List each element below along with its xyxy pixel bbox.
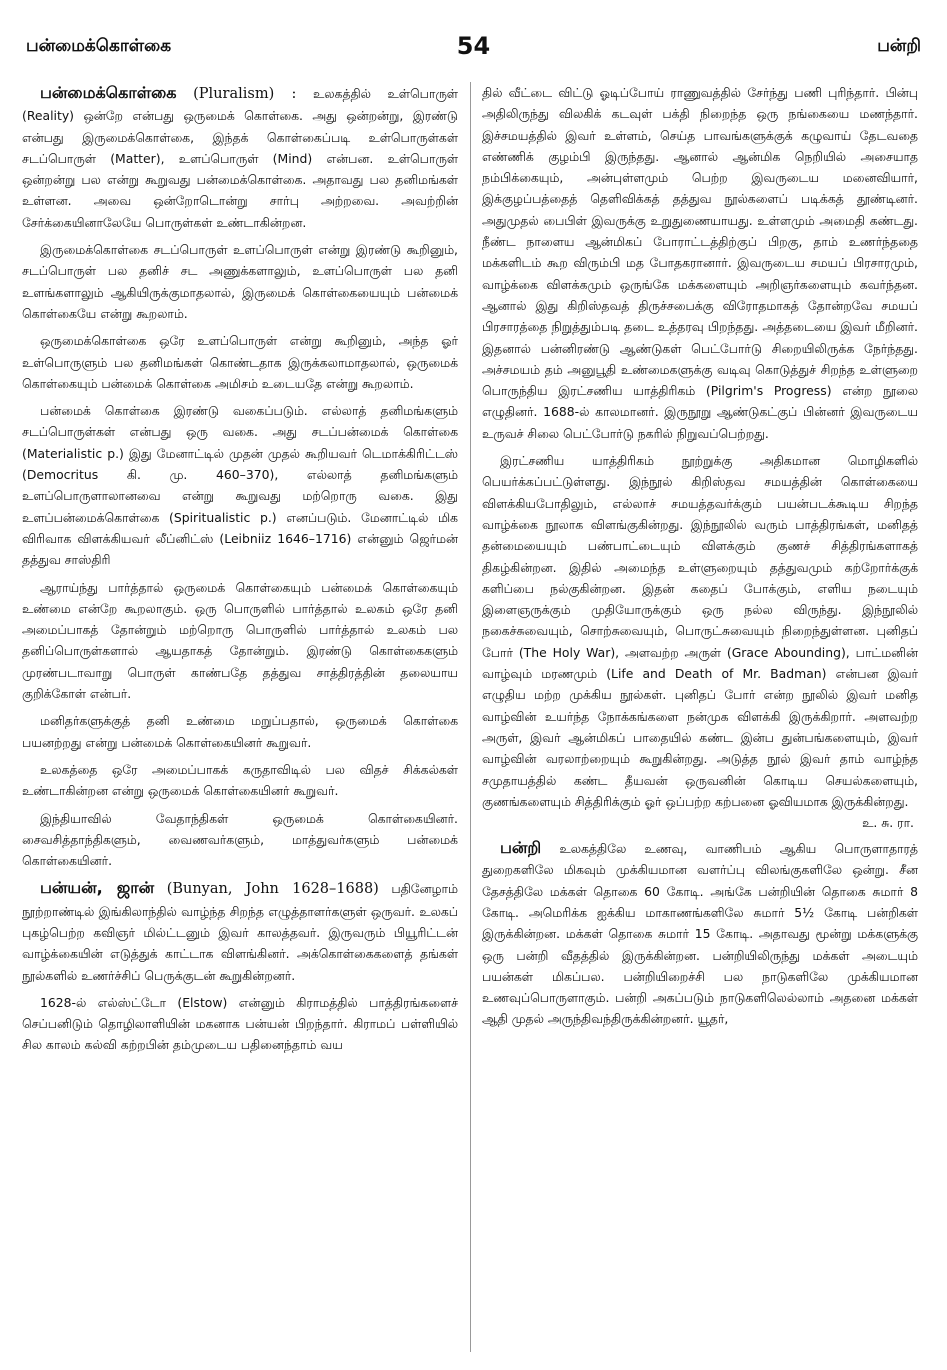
paragraph-text: உலகத்திலே உணவு, வாணிபம் ஆகிய பொருளாதாரத் துறைகளிலே மிகவும் முக்கியமான வளர்ப்பு விலங்குகளிலே ஒன்று. சீன தேசத்திலே மக்கள் தொகை 60 கோடி. அங்கே பன்றியின் தொகை சுமார் 8 கோடி. அமெரிக்க ஐக்கிய மாகாணங்களிலே சுமார் 5½ கோடி பன்றிகள் இருக்கின்றன. மக்கள் தொகை சுமார் 15 கோடி. அதாவது மூன்று மக்களுக்கு ஒரு பன்றி வீதத்தில் இருக்கின்றன. பன்றியிலிருந்து மக்கள் அடையும் பயன்கள் மிகப்பல. பன்றியிறைச்சி பல நாடுகளிலே முக்கியமான உணவுப்பொருளாகும். பன்றி அகப்படும் நாடுகளிலெல்லாம் அதனை மக்கள் ஆதி முதல் அருந்திவந்திருக்கின்றனர். யூதர், [482,841,918,1027]
author-initials: உ. சு. ரா. [862,815,914,831]
page-header [26,32,921,64]
column-divider [470,82,471,1352]
entry-headword: பன்யன், ஜான் [40,878,155,898]
paragraph-text: பதினேழாம் நூற்றாண்டில் இங்கிலாந்தில் வாழ்ந்த சிறந்த எழுத்தாளர்களுள் ஒருவர். உலகப் புகழ்பெற்ற கவிஞர் மில்ட்டனும் இவர் காலத்தவர். இருவரும் பியூரிட்டன் வாழ்க்கையின் எடுத்துக் காட்டாக விளங்கினர். அக்கொள்கைகளைத் தங்கள் நூல்களில் உணர்ச்சிப் பெருக்குடன் கூறுகின்றனர். [22,881,458,983]
entry-pluralism [22,82,458,233]
paragraph: இரட்சணிய யாத்திரிகம் நூற்றுக்கு அதிகமான மொழிகளில் பெயர்க்கப்பட்டுள்ளது. இந்நூல் கிறிஸ்தவ சமயத்தின் கொள்கையை விளக்கியபோதிலும், எல்லாச் சமயத்தவர்க்கும் பயன்படக்கூடிய சிறந்த வாழ்க்கை நூலாக விளங்குகின்றது. இந்நூலில் வரும் பாத்திரங்கள், மனிதத் தன்மையையும் பண்பாட்டையும் விளக்கும் குணச் சித்திரங்களாகத் திகழ்கின்றன. இதில் அமைந்த உள்ளுறையும் தத்துவமும் கற்றோர்க்குக் களிப்பை நல்குகின்றன. இதன் கதைப் போக்கும், எளிய நடையும் இளைஞருக்கும் முதியோருக்கும் ஒரு நல்ல விருந்து. இந்நூலில் நகைச்சுவையும், சொற்சுவையும், பொருட்சுவையும் நிறைந்துள்ளன. புனிதப் போர் (The Holy War), அளவற்ற அருள் (Grace Abounding), பாட்மனின் வாழ்வும் மரணமும் (Life and Death of Mr. Badman) என்பன இவர் எழுதிய மற்ற முக்கிய நூல்கள். புனிதப் போர் என்ற நூலில் இவர் மனித வாழ்வின் உயர்ந்த நோக்கங்களை நன்முக விளக்கி இருக்கிறார். அளவற்ற அருள், இவர் ஆன்மிகப் பாதையில் கண்ட இன்ப துன்பங்களையும், இவர் வாழ்வின் வரலாற்றையும் கூறுகின்றது. அடுத்த நூல் இவர் தாம் வாழ்ந்த சமுதாயத்தில் கண்ட தீயவன் ஒருவனின் கொடிய செயல்களையும், குணங்களையும் சித்திரிக்கும் ஓர் ஒப்பற்ற கற்பனை ஓவியமாக இருக்கின்றது. [482,453,918,809]
paragraph: உலகத்தை ஒரே அமைப்பாகக் கருதாவிடில் பல விதச் சிக்கல்கள் உண்டாகின்றன என்று ஒருமைக் கொள்கையினர் கூறுவர். [22,761,458,799]
article-columns [22,82,925,1362]
entry-bunyan [22,877,458,985]
right-column [482,82,918,1362]
paragraph: 1628-ல் எல்ஸ்ட்டோ (Elstow) என்னும் கிராமத்தில் பாத்திரங்களைச் செப்பனிடும் தொழிலாளியின் மகனாக பன்யன் பிறந்தார். கிராமப் பள்ளியில் சில காலம் கல்வி கற்றபின் தம்முடைய பதினைந்தாம் வய [22,994,458,1053]
page-number: 54 [456,32,491,60]
header-left-guideword: பன்மைக்கொள்கை [26,36,172,56]
entry-headword: பன்மைக்கொள்கை [40,83,177,102]
header-right-guideword: பன்றி [877,36,921,56]
entry-english-term: (Pluralism) : [193,86,297,102]
paragraph: மனிதர்களுக்குத் தனி உண்மை மறுப்பதால், ஒருமைக் கொள்கை பயனற்றது என்று பன்மைக் கொள்கையினர் கூறுவர். [22,713,458,750]
paragraph: இந்தியாவில் வேதாந்திகள் ஒருமைக் கொள்கையினர். சைவசித்தாந்திகளும், வைணவர்களும், மாத்துவர்களும் பன்மைக் கொள்கையினர். [22,810,458,869]
paragraph: இருமைக்கொள்கை சடப்பொருள் உளப்பொருள் என்று இரண்டு கூறினும், சடப்பொருள் பல தனிச் சட அணுக்களாலும், உளப்பொருள் பல தனி உளங்களாலும் ஆகியிருக்குமாதலால், இருமைக் கொள்கையையும் பன்மைக் கொள்கையே என்று கூறலாம். [22,242,458,321]
entry-english-term: (Bunyan, John 1628–1688) [166,881,379,898]
paragraph: தில் வீட்டை விட்டு ஓடிப்போய் ராணுவத்தில் சேர்ந்து பணி புரிந்தார். பின்பு அதிலிருந்து விலகிக் கடவுள் பக்தி நிறைந்த ஒரு நங்கையை மணந்தார். இச்சமயத்தில் இவர் உள்ளம், செய்த பாவங்களுக்குக் கழுவாய் தேடவதை எண்ணிக் குழம்பி இருந்தது. ஆனால் ஆன்மிக நெறியில் அசையாத நம்பிக்கையும், அன்புள்ளமும் பெற்ற இவருடைய மனைவியார், இக்குழப்பத்தைத் தெளிவிக்கத் தத்துவ நூல்களைப் படிக்கத் தூண்டினர். அதுமுதல் பைபிள் இவருக்கு உறுதுணையாயது. உள்ளமும் அமைதி கண்டது. நீண்ட நாளைய ஆன்மிகப் போராட்டத்திற்குப் பிறகு, தாம் உணர்ந்ததை மக்களிடம் கூற விரும்பி மத போதகரானார். இவருடைய சமயப் பிரசாரமும், வாழ்க்கை விளக்கமும் ஒருங்கே மக்களையும் அறிஞர்களையும் கவர்ந்தன. ஆனால் இது கிறிஸ்தவத் திருச்சபைக்கு விரோதமாகத் தோன்றவே சமயப் பிரசாரத்தை நிறுத்தும்படி தடை உத்தரவு பிறந்தது. அத்தடையை இவர் மீறினர். இதனால் பன்னிரண்டு ஆண்டுகள் பெட்போர்டு சிறையிலிருக்க நேர்ந்தது. அச்சமயம் தம் அனுபூதி உண்மைகளுக்கு வடிவு கொடுத்துச் சிறந்த உள்ளுறை பொருந்திய இரட்சணிய யாத்திரிகம் (Pilgrim's Progress) என்ற நூலை எழுதினர். 1688-ல் காலமானர். இருநூறு ஆண்டுகட்குப் பின்னர் இவருடைய உருவச் சிலை பெட்போர்டு நகரில் நிறுவப்பெற்றது. [482,85,918,441]
paragraph: பன்மைக் கொள்கை இரண்டு வகைப்படும். எல்லாத் தனிமங்களும் சடப்பொருள்கள் என்பது ஒரு வகை. அது சடப்பன்மைக் கொள்கை (Materialistic p.) இது மேனாட்டில் முதன் முதல் கூறியவர் டெமாக்கிரிட்டஸ் (Democritus கி. மு. 460–370), எல்லாத் தனிமங்களும் உளப்பொருளாலானவை என்று கூறுவது மற்றொரு வகை. இது உளப்பன்மைக்கொள்கை (Spiritualistic p.) எனப்படும். மேனாட்டில் மிக விரிவாக விளக்கியவர் லீப்னிட்ஸ் (Leibniiz 1646–1716) என்னும் ஜெர்மன் தத்துவ சாஸ்திரி [22,403,458,568]
entry-pig [482,837,918,1030]
left-column [22,82,458,1362]
paragraph: ஆராய்ந்து பார்த்தால் ஒருமைக் கொள்கையும் பன்மைக் கொள்கையும் உண்மை என்றே கூறலாகும். ஒரு பொருளில் பார்த்தால் உலகம் ஒரே தனி அமைப்பாகத் தோன்றும் மற்றொரு பொருளில் பார்த்தால் உலகம் பல தனிப்பொருள்களால் ஆயதாகத் தோன்றும். இரண்டு கொள்கைகளும் முரண்படாவாறு பொருள் காண்பதே தத்துவ சாத்திரத்தின் தலையாய குறிக்கோள் என்பர். [22,579,458,702]
paragraph: ஒருமைக்கொள்கை ஒரே உளப்பொருள் என்று கூறினும், அந்த ஓர் உள்பொருளும் பல தனிமங்கள் கொண்டதாக இருக்கலாமாதலால், ஒருமைக் கொள்கையும் பன்மைக் கொள்கை அமிசம் உடையதே என்று கூறலாம். [22,333,458,391]
entry-headword: பன்றி [500,838,542,858]
paragraph-text: உலகத்தில் உள்பொருள் (Reality) ஒன்றே என்பது ஒருமைக் கொள்கை. அது ஒன்றன்று, இரண்டு என்பது இருமைக்கொள்கை, இந்தக் கொள்கைப்படி உள்பொருள்கள் சடப்பொருள் (Matter), உளப்பொருள் (Mind) என்பன. உள்பொருள் ஒன்றன்று பல என்று கூறுவது பன்மைக்கொள்கை. அதாவது பல தனிமங்கள் உள்ளன. அவை ஒன்றோடொன்று சார்பு அற்றவை. அவற்றின் சேர்க்கையினாலேயே பொருள்கள் உண்டாகின்றன. [22,86,458,230]
